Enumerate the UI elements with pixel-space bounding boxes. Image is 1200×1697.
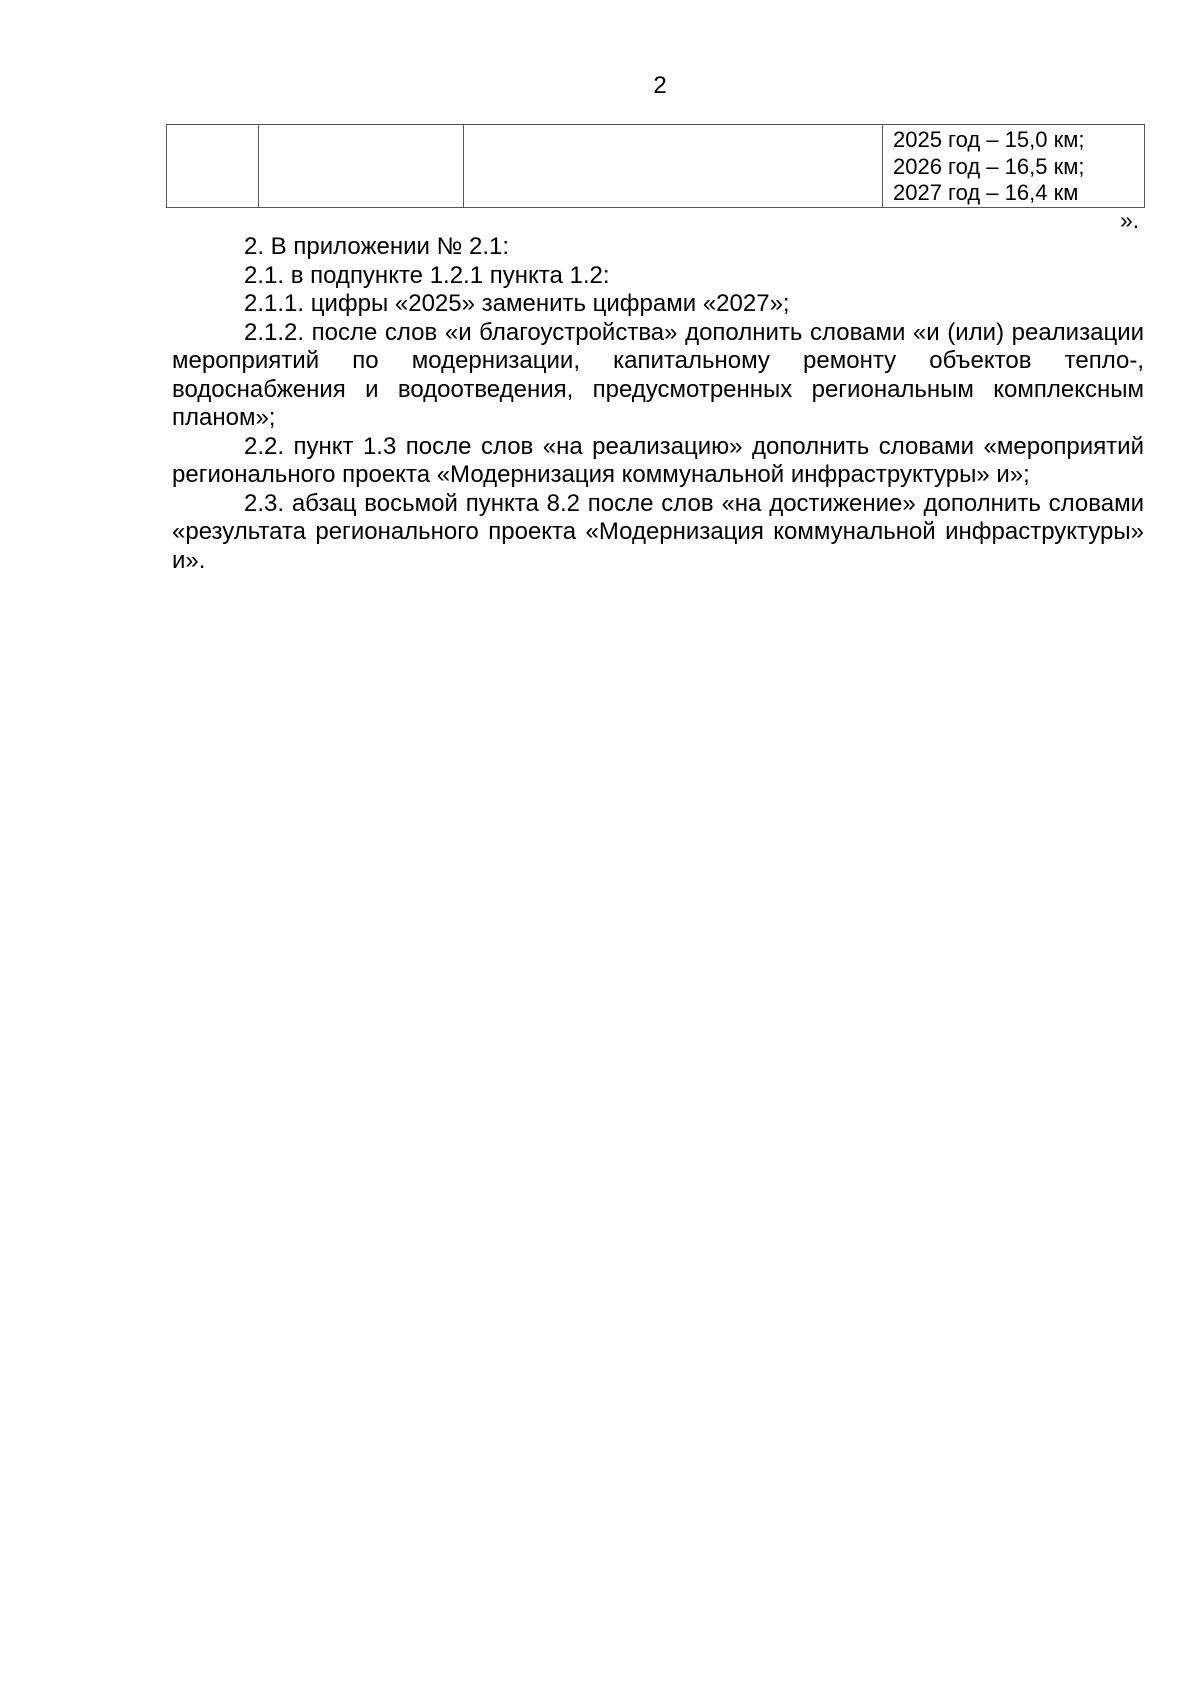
paragraph-item-2-2: 2.2. пункт 1.3 после слов «на реализацию» дополнить словами «мероприятий регионального проекта «Модернизация коммунальной инфраструктуры» и»; [172,432,1144,488]
paragraph-item-2-1-1: 2.1.1. цифры «2025» заменить цифрами «2027»; [244,290,790,317]
paragraph-item-2-3: 2.3. абзац восьмой пункта 8.2 после слов «на достижение» дополнить словами «результата регионального проекта «Модернизация коммунальной инфраструктуры» и». [172,489,1144,574]
continuation-table [166,124,1145,208]
paragraph-item-2-1: 2.1. в подпункте 1.2.1 пункта 1.2: [244,261,610,289]
paragraph-item-2: 2. В приложении № 2.1: [244,233,510,260]
document-body [172,233,1144,575]
table-cell-2 [259,125,464,208]
paragraph-item-2-1-2: 2.1.2. после слов «и благоустройства» дополнить словами «и (или) реализации мероприятий по модернизации, капитальному ремонту объектов тепло-, водоснабжения и водоотведения, предусмотренных региональным комплексным планом»; [172,318,1144,431]
table-cell-3 [464,125,883,208]
table-cell-1 [167,125,259,208]
table-cell-4 [883,125,1145,208]
cell-line-2025: 2025 год – 15,0 км; [893,127,1085,152]
table-row [167,125,1145,208]
cell-line-2026: 2026 год – 16,5 км; [893,153,1085,179]
cell-line-2027: 2027 год – 16,4 км [893,180,1079,205]
page-number: 2 [653,72,667,99]
closing-quote: ». [1120,207,1140,233]
